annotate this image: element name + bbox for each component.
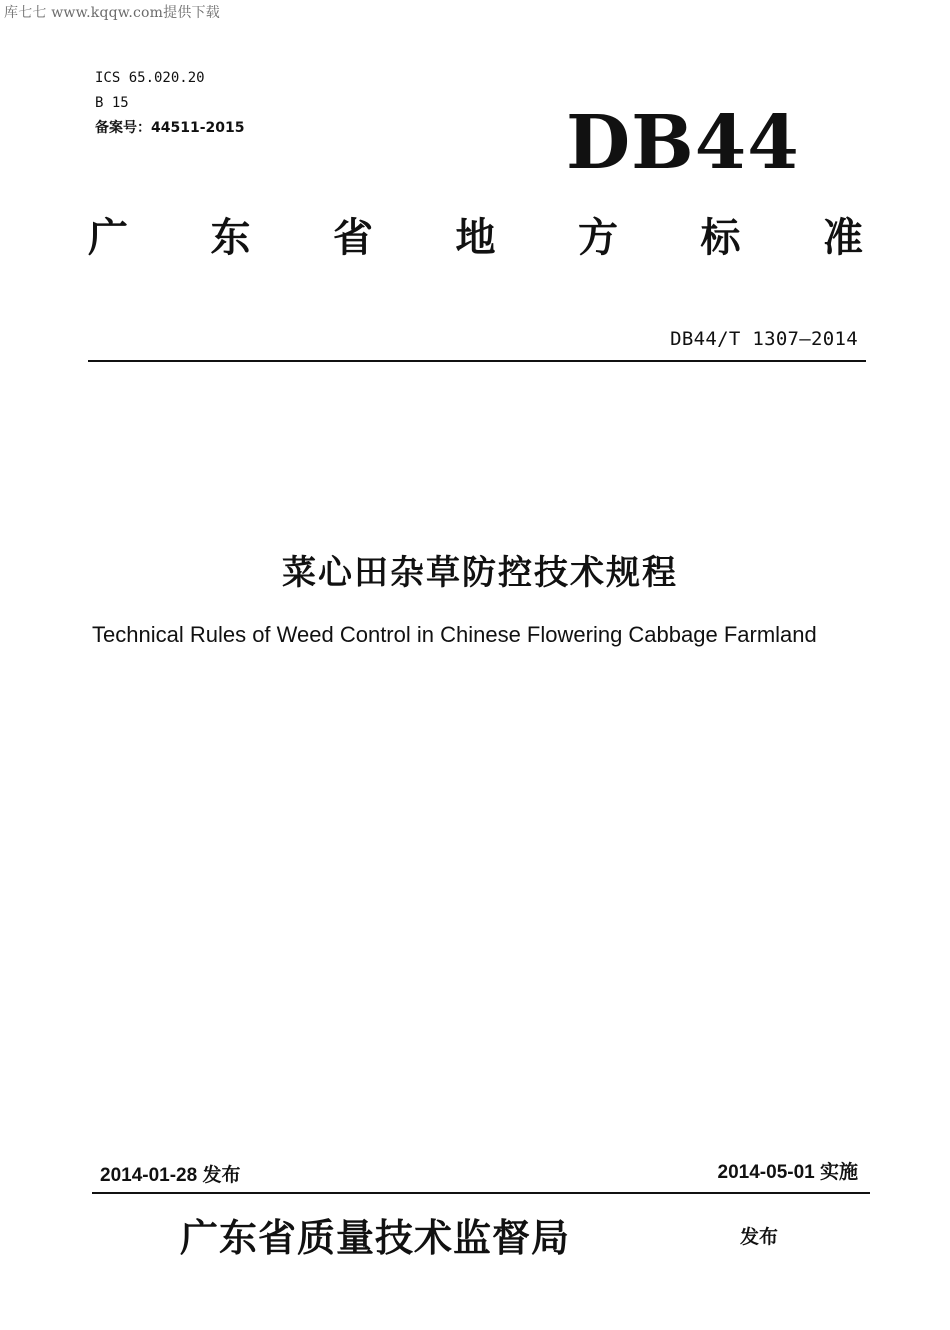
standard-code: DB44 (566, 100, 800, 186)
top-divider (88, 360, 866, 362)
standard-type-char: 省 (333, 215, 373, 261)
document-title-en: Technical Rules of Weed Control in Chinese Flowering Cabbage Farmland (92, 622, 817, 647)
issue-date: 2014-01-28 发布 (100, 1165, 241, 1186)
issuing-authority: 广东省质量技术监督局 (180, 1215, 571, 1260)
record-number: 备案号：44511-2015 (95, 120, 245, 136)
ics-code: ICS 65.020.20 (95, 70, 205, 86)
document-title-cn: 菜心田杂草防控技术规程 (282, 553, 678, 593)
standard-type (88, 210, 863, 266)
implementation-date: 2014-05-01 实施 (717, 1162, 858, 1183)
standard-type-char: 方 (578, 215, 618, 261)
standard-type-char: 地 (455, 215, 496, 261)
standard-type-char: 广 (88, 215, 128, 261)
standard-type-char: 标 (700, 215, 741, 261)
meta-block (95, 66, 244, 141)
bottom-divider (92, 1192, 870, 1194)
classification-code: B 15 (95, 95, 129, 111)
standard-type-char: 准 (823, 215, 863, 261)
standard-type-char: 东 (210, 215, 251, 261)
standard-number: DB44/T 1307—2014 (670, 328, 858, 350)
issuer-action: 发布 (740, 1226, 779, 1248)
watermark: 库七七 www.kqqw.com提供下载 (4, 5, 220, 21)
